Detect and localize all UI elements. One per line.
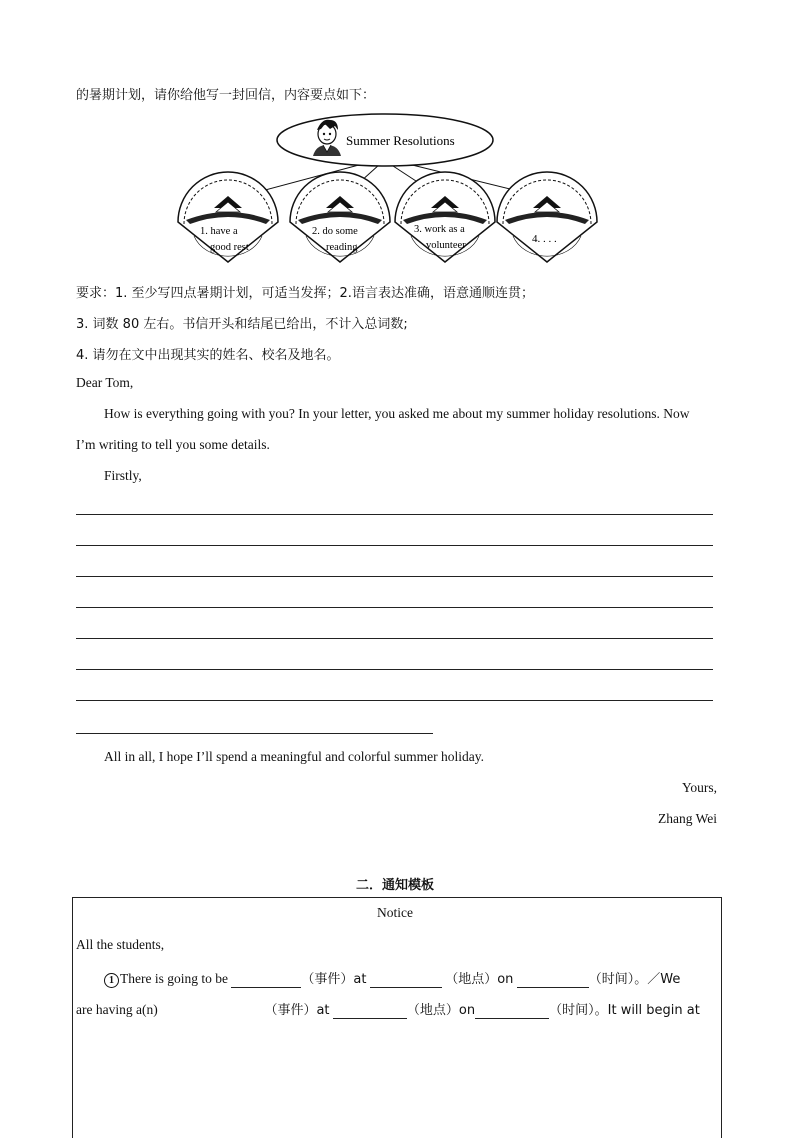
fan-2-line1: 2. do some [312,226,358,237]
diagram-title: Summer Resolutions [346,133,455,148]
time-blank-2[interactable] [475,1002,549,1019]
section-heading: 二．通知模板 [356,878,435,893]
notice-line1-a: There is going to be [120,971,228,986]
notice-title: Notice [377,905,413,920]
writing-line[interactable] [76,607,713,608]
requirement-line-1: 要求：1. 至少写四点暑期计划，可适当发挥；2.语言表达准确，语意通顺连贯； [76,286,534,301]
notice-line2-a: are having a(n) [76,1002,158,1017]
notice-line2-d: （时间）。It will begin at [549,1003,700,1018]
requirement-line-2: 3. 词数 80 左右。书信开头和结尾已给出，不计入总词数; [76,317,408,332]
fan-4-line1: 4. . . . [532,233,557,245]
writing-line[interactable] [76,545,713,546]
notice-line2-b: （事件）at [264,1003,330,1018]
place-blank-2[interactable] [333,1002,407,1019]
notice-line1-d: （时间）。／We [588,972,681,987]
summer-resolutions-diagram [170,112,600,270]
fan-3-line2: volunteer [426,240,466,251]
notice-line-2 [76,999,700,1019]
fan-2-line2: reading [326,242,358,253]
writing-line[interactable] [76,669,713,670]
notice-line-1 [104,968,680,988]
writing-line[interactable] [76,576,713,577]
place-blank-1[interactable] [370,971,442,988]
salutation: Dear Tom, [76,375,134,390]
closing-line: All in all, I hope I’ll spend a meaningful and colorful summer holiday. [104,749,485,764]
requirement-line-3: 4. 请勿在文中出现其实的姓名、校名及地名。 [76,348,340,363]
notice-line2-c: （地点）on [406,1003,476,1018]
sign-off: Yours, [681,780,717,795]
fan-4 [497,172,597,262]
letter-para1-line1: How is everything going with you? In your letter, you asked me about my summer holiday resolutions. Now [104,406,690,421]
writing-line[interactable] [76,638,713,639]
notice-addressee: All the students, [76,937,165,952]
signature: Zhang Wei [657,811,717,826]
fan-3-line1: 3. work as a [414,224,465,235]
time-blank-1[interactable] [517,971,589,988]
writing-line[interactable] [76,700,713,701]
fan-1-line1: 1. have a [200,226,238,237]
event-blank-1[interactable] [231,971,301,988]
letter-para1-line2: I’m writing to tell you some details. [76,437,270,452]
firstly-label: Firstly, [104,468,142,483]
writing-line-short[interactable] [76,733,433,734]
intro-line: 的暑期计划，请你给他写一封回信，内容要点如下： [76,88,376,103]
circled-number-1: 1 [104,973,119,988]
writing-line[interactable] [76,514,713,515]
fan-1-line2: good rest [210,242,249,253]
notice-line1-b: （事件）at [301,972,367,987]
notice-line1-c: （地点）on [445,972,514,987]
